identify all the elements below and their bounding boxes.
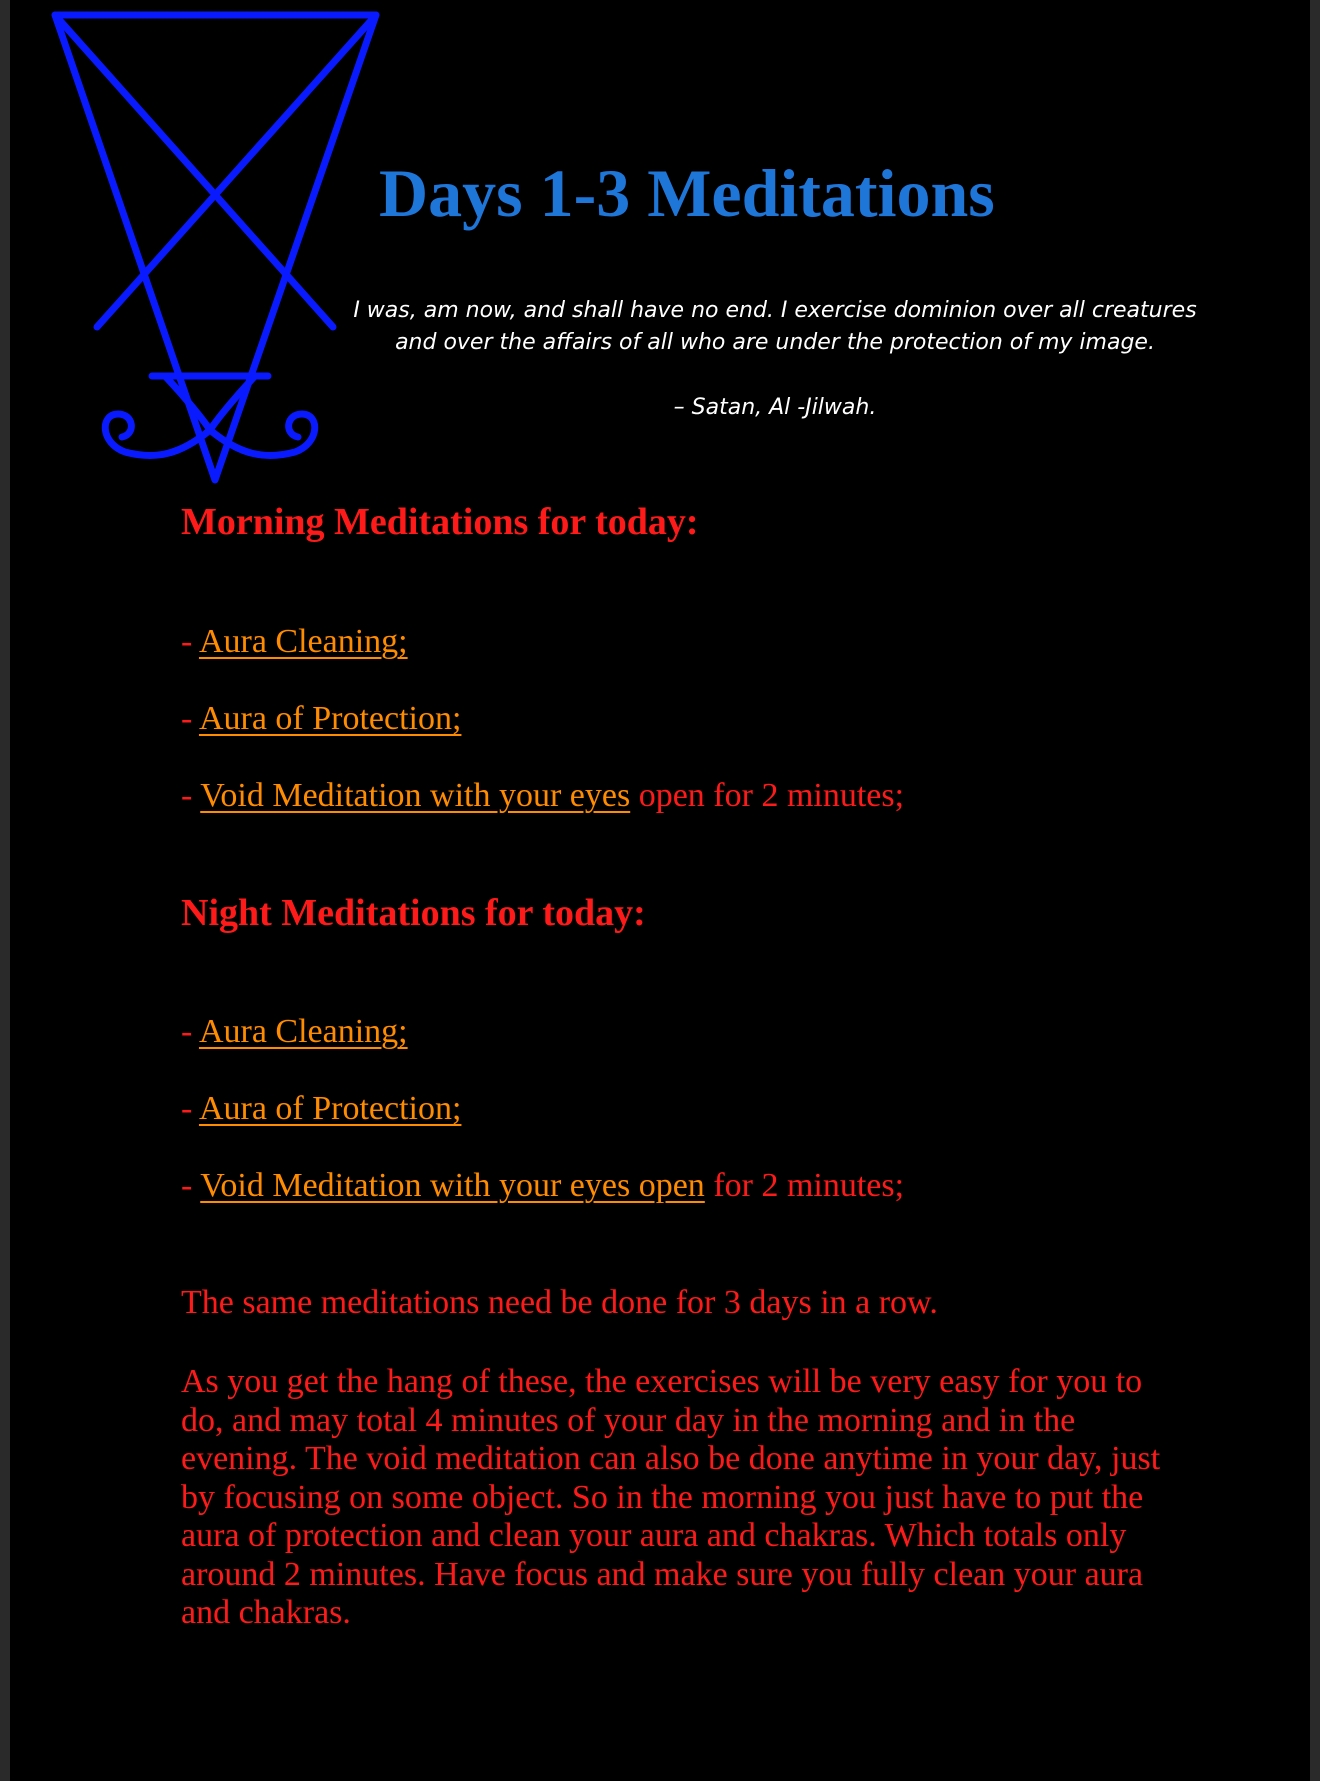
morning-item-aura-protection: [181, 699, 461, 740]
item-dash: -: [181, 1167, 201, 1204]
sigil-of-lucifer-icon: [10, 0, 390, 500]
quote-attribution: – Satan, Al -Jilwah.: [673, 395, 877, 420]
morning-item-aura-cleaning: [181, 622, 408, 663]
night-item-void-meditation: [181, 1166, 904, 1207]
item-dash: -: [181, 700, 199, 737]
quote-line: I was, am now, and shall have no end. I exercise dominion over all creatures: [353, 298, 1197, 323]
aura-cleaning-link[interactable]: Aura Cleaning;: [198, 623, 408, 660]
night-heading: Night Meditations for today:: [181, 892, 646, 934]
repeat-note: The same meditations need be done for 3 days in a row.: [181, 1284, 938, 1321]
morning-item-void-meditation: [181, 776, 904, 817]
aura-of-protection-link[interactable]: Aura of Protection;: [198, 700, 462, 737]
quote-line: and over the affairs of all who are under the protection of my image.: [395, 330, 1155, 355]
void-meditation-link[interactable]: Void Meditation with your eyes open: [200, 1167, 705, 1204]
night-item-aura-protection: [181, 1089, 461, 1130]
explanation-paragraph: As you get the hang of these, the exercises will be very easy for you to do, and may total 4 minutes of your day in the morning and in the evening. The void meditation can also be done anytime in your day, just by focusing on some object. So in the morning you just have to put the aura of protection and clean your aura and chakras. Which totals only around 2 minutes. Have focus and make sure you fully clean your aura and chakras.: [181, 1363, 1161, 1631]
item-suffix: for 2 minutes;: [704, 1167, 905, 1204]
morning-heading: Morning Meditations for today:: [181, 501, 699, 543]
item-dash: -: [181, 1090, 199, 1127]
item-dash: -: [181, 777, 201, 814]
aura-of-protection-link[interactable]: Aura of Protection;: [198, 1090, 462, 1127]
item-dash: -: [181, 1013, 199, 1050]
aura-cleaning-link[interactable]: Aura Cleaning;: [198, 1013, 408, 1050]
epigraph-quote: [330, 295, 1220, 359]
item-suffix: open for 2 minutes;: [630, 777, 905, 814]
page-title: Days 1-3 Meditations: [379, 155, 995, 231]
document-page: [10, 0, 1310, 1781]
night-item-aura-cleaning: [181, 1012, 408, 1053]
item-dash: -: [181, 623, 199, 660]
void-meditation-link[interactable]: Void Meditation with your eyes: [200, 777, 631, 814]
